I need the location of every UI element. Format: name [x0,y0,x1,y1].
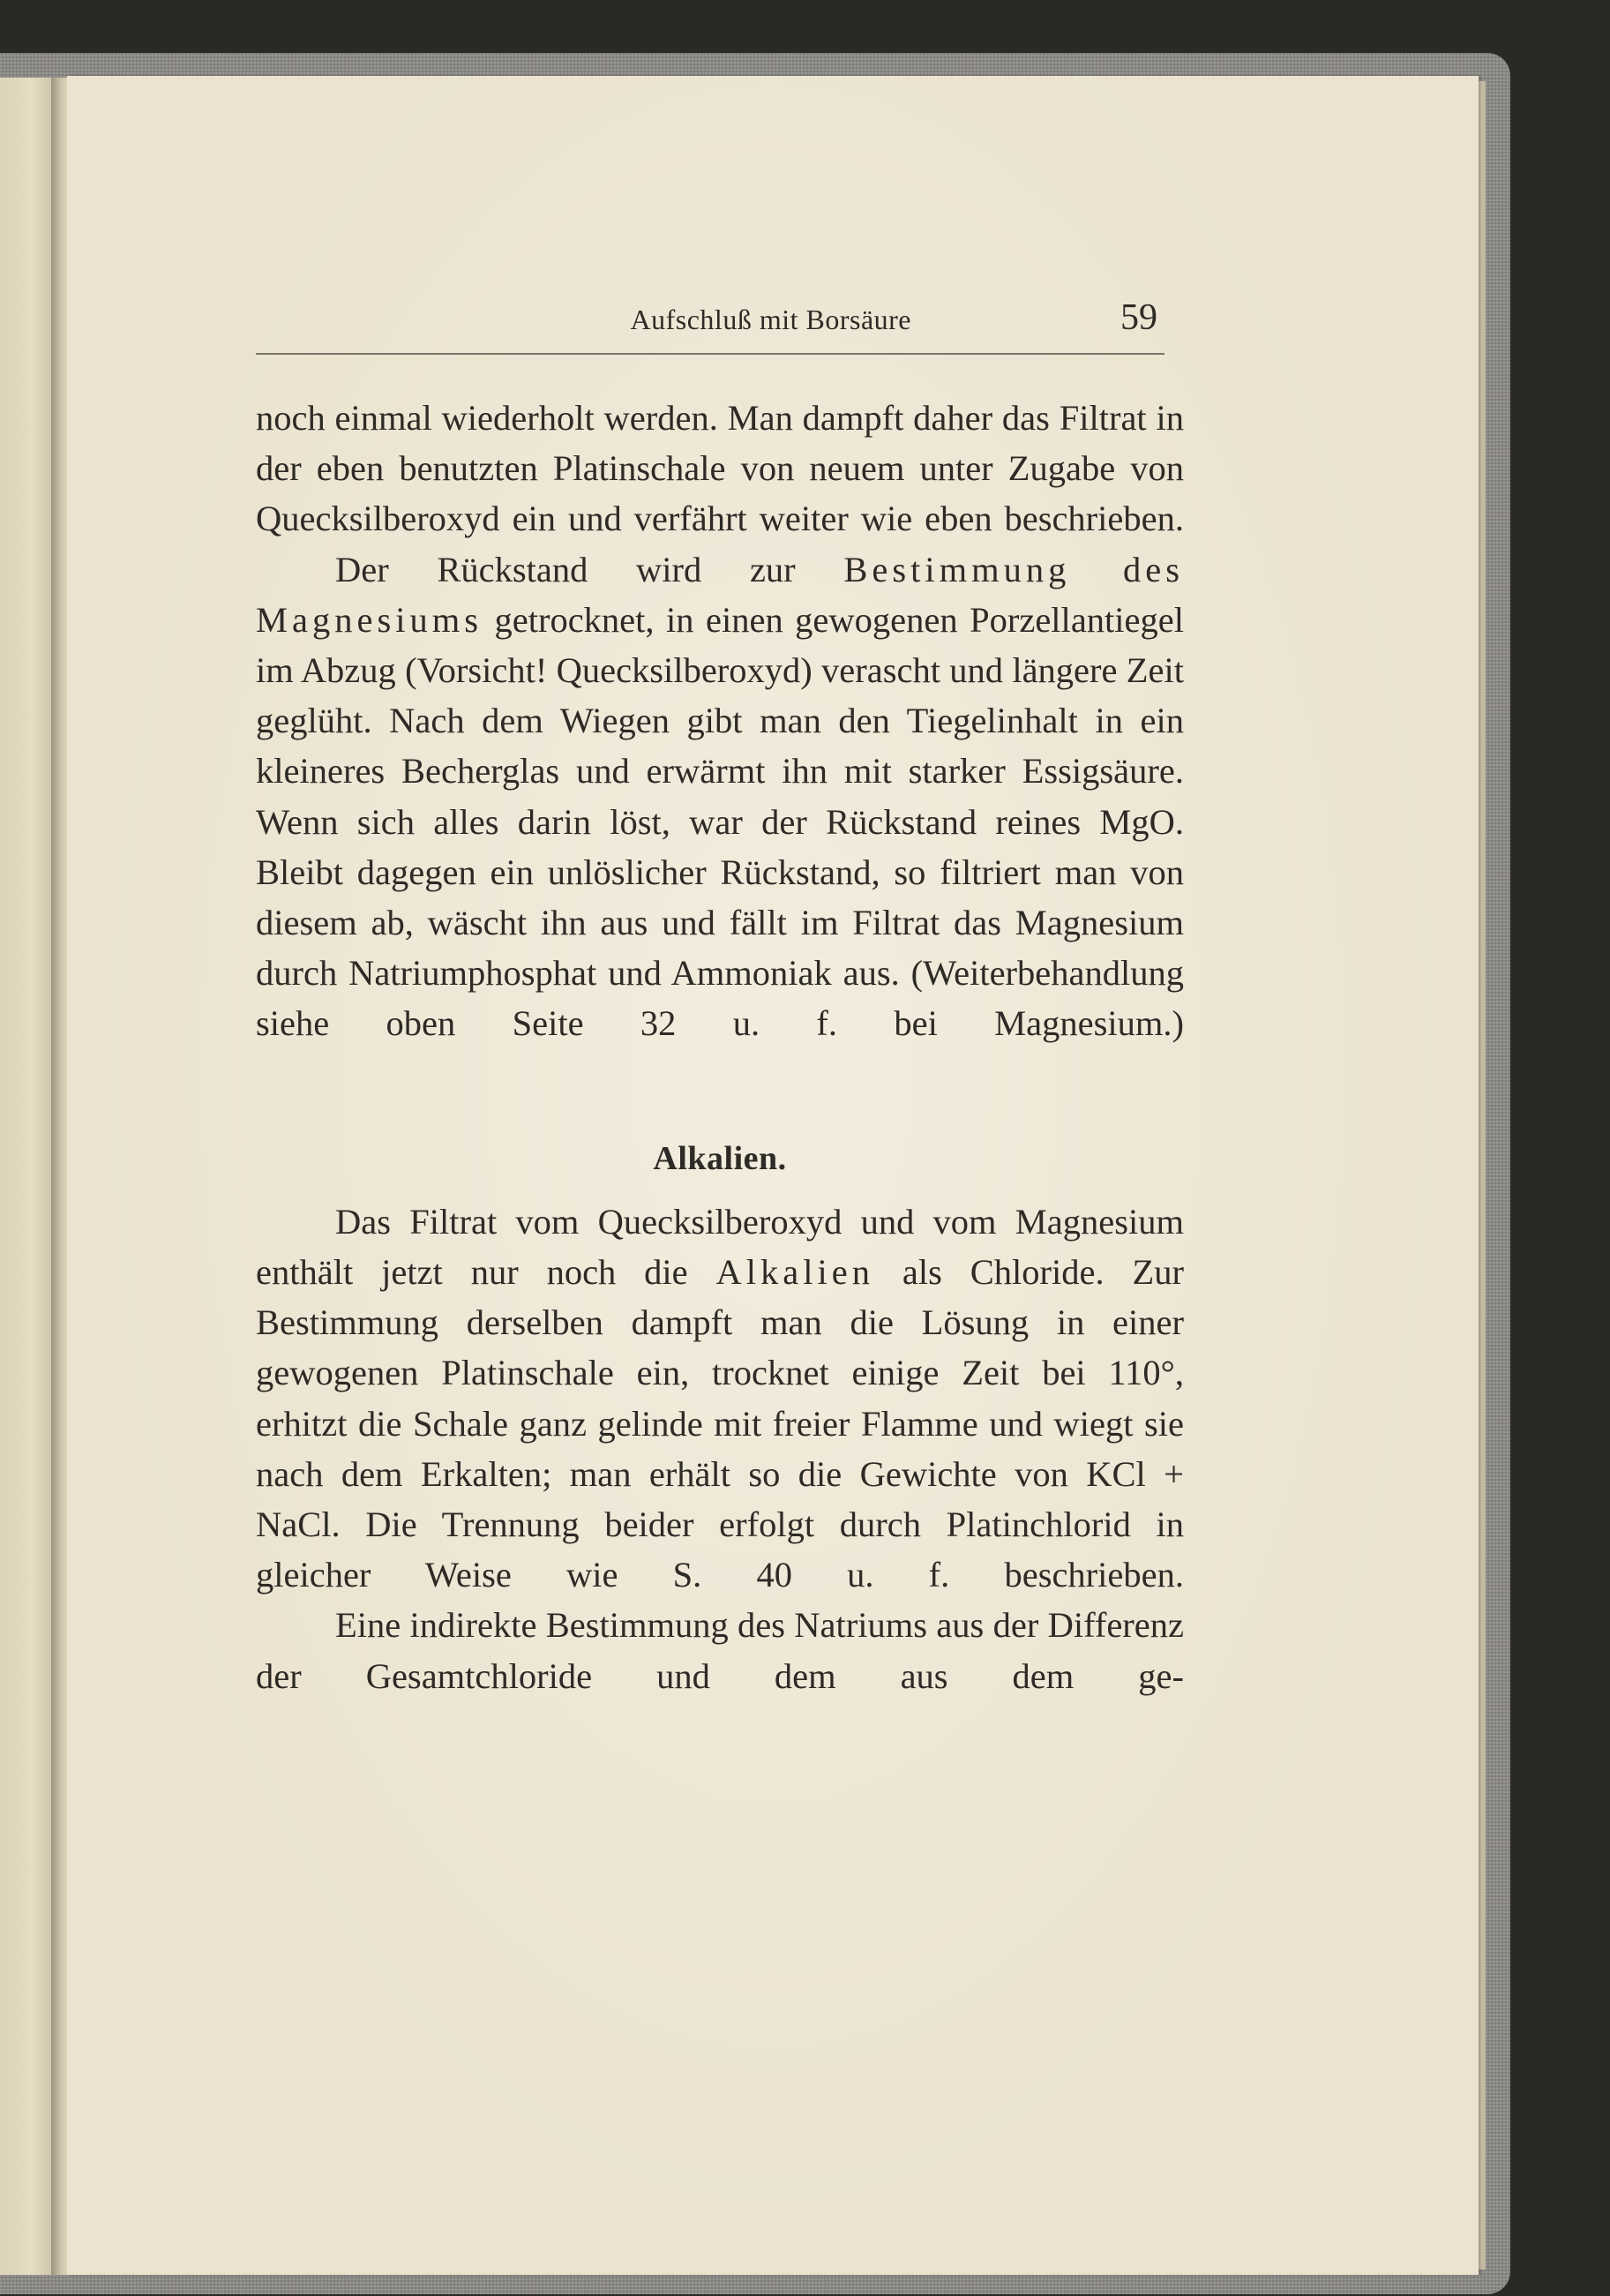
running-head [256,297,1164,355]
paragraph-alkalien [256,1197,1184,1601]
running-head-title: Aufschluß mit Borsäure [630,304,911,335]
facing-page-edge [0,78,53,2275]
page-body [256,393,1184,1701]
page-number: 59 [1120,297,1157,338]
paragraph-text: Der Rückstand wird zur [335,549,844,589]
emphasized-text: Bestimmung des Magnesiums [256,549,1184,640]
section-heading: Alkalien. [653,1139,787,1177]
paragraph-text: als Chloride. Zur Bestimmung derselben dampft man die Lösung in einer gewogenen Platinschale ein, trocknet einige Zeit bei 110°, erhitzt die Schale ganz gelinde mit freier Flamme und wiegt sie nach dem Erkalten; man erhält so die Gewichte von KCl + NaCl. Die Trennung beider erfolgt durch Platinchlorid in gleicher Weise wie S. 40 u. f. beschrieben. [256,1252,1184,1595]
paragraph-text: getrocknet, in einen gewogenen Porzellantiegel im Abzug (Vorsicht! Quecksilberoxyd) verascht und längere Zeit geglüht. Nach dem Wiegen gibt man den Tiegelinhalt in ein kleineres Becherglas und erwärmt ihn mit starker Essigsäure. Wenn sich alles darin löst, war der Rückstand reines MgO. Bleibt dagegen ein unlöslicher Rückstand, so filtriert man von diesem ab, wäscht ihn aus und fällt im Filtrat das Magnesium durch Natriumphosphat und Ammoniak aus. (Weiterbehandlung siehe oben Seite 32 u. f. bei Magnesium.) [256,599,1184,1044]
paragraph-magnesium [256,544,1184,1049]
paragraph-natrium: Eine indirekte Bestimmung des Natriums aus der Differenz der Gesamtchloride und dem aus dem ge- [256,1605,1184,1696]
paragraph-continuation: noch einmal wiederholt werden. Man dampft daher das Filtrat in der eben benutzten Platinschale von neuem unter Zugabe von Quecksilberoxyd ein und verfährt weiter wie eben beschrieben. [256,398,1184,539]
emphasized-text: Alkalien [715,1252,875,1293]
paragraph-text: Das Filtrat vom Quecksilberoxyd und vom Magnesium enthält jetzt nur noch die [256,1201,1184,1293]
